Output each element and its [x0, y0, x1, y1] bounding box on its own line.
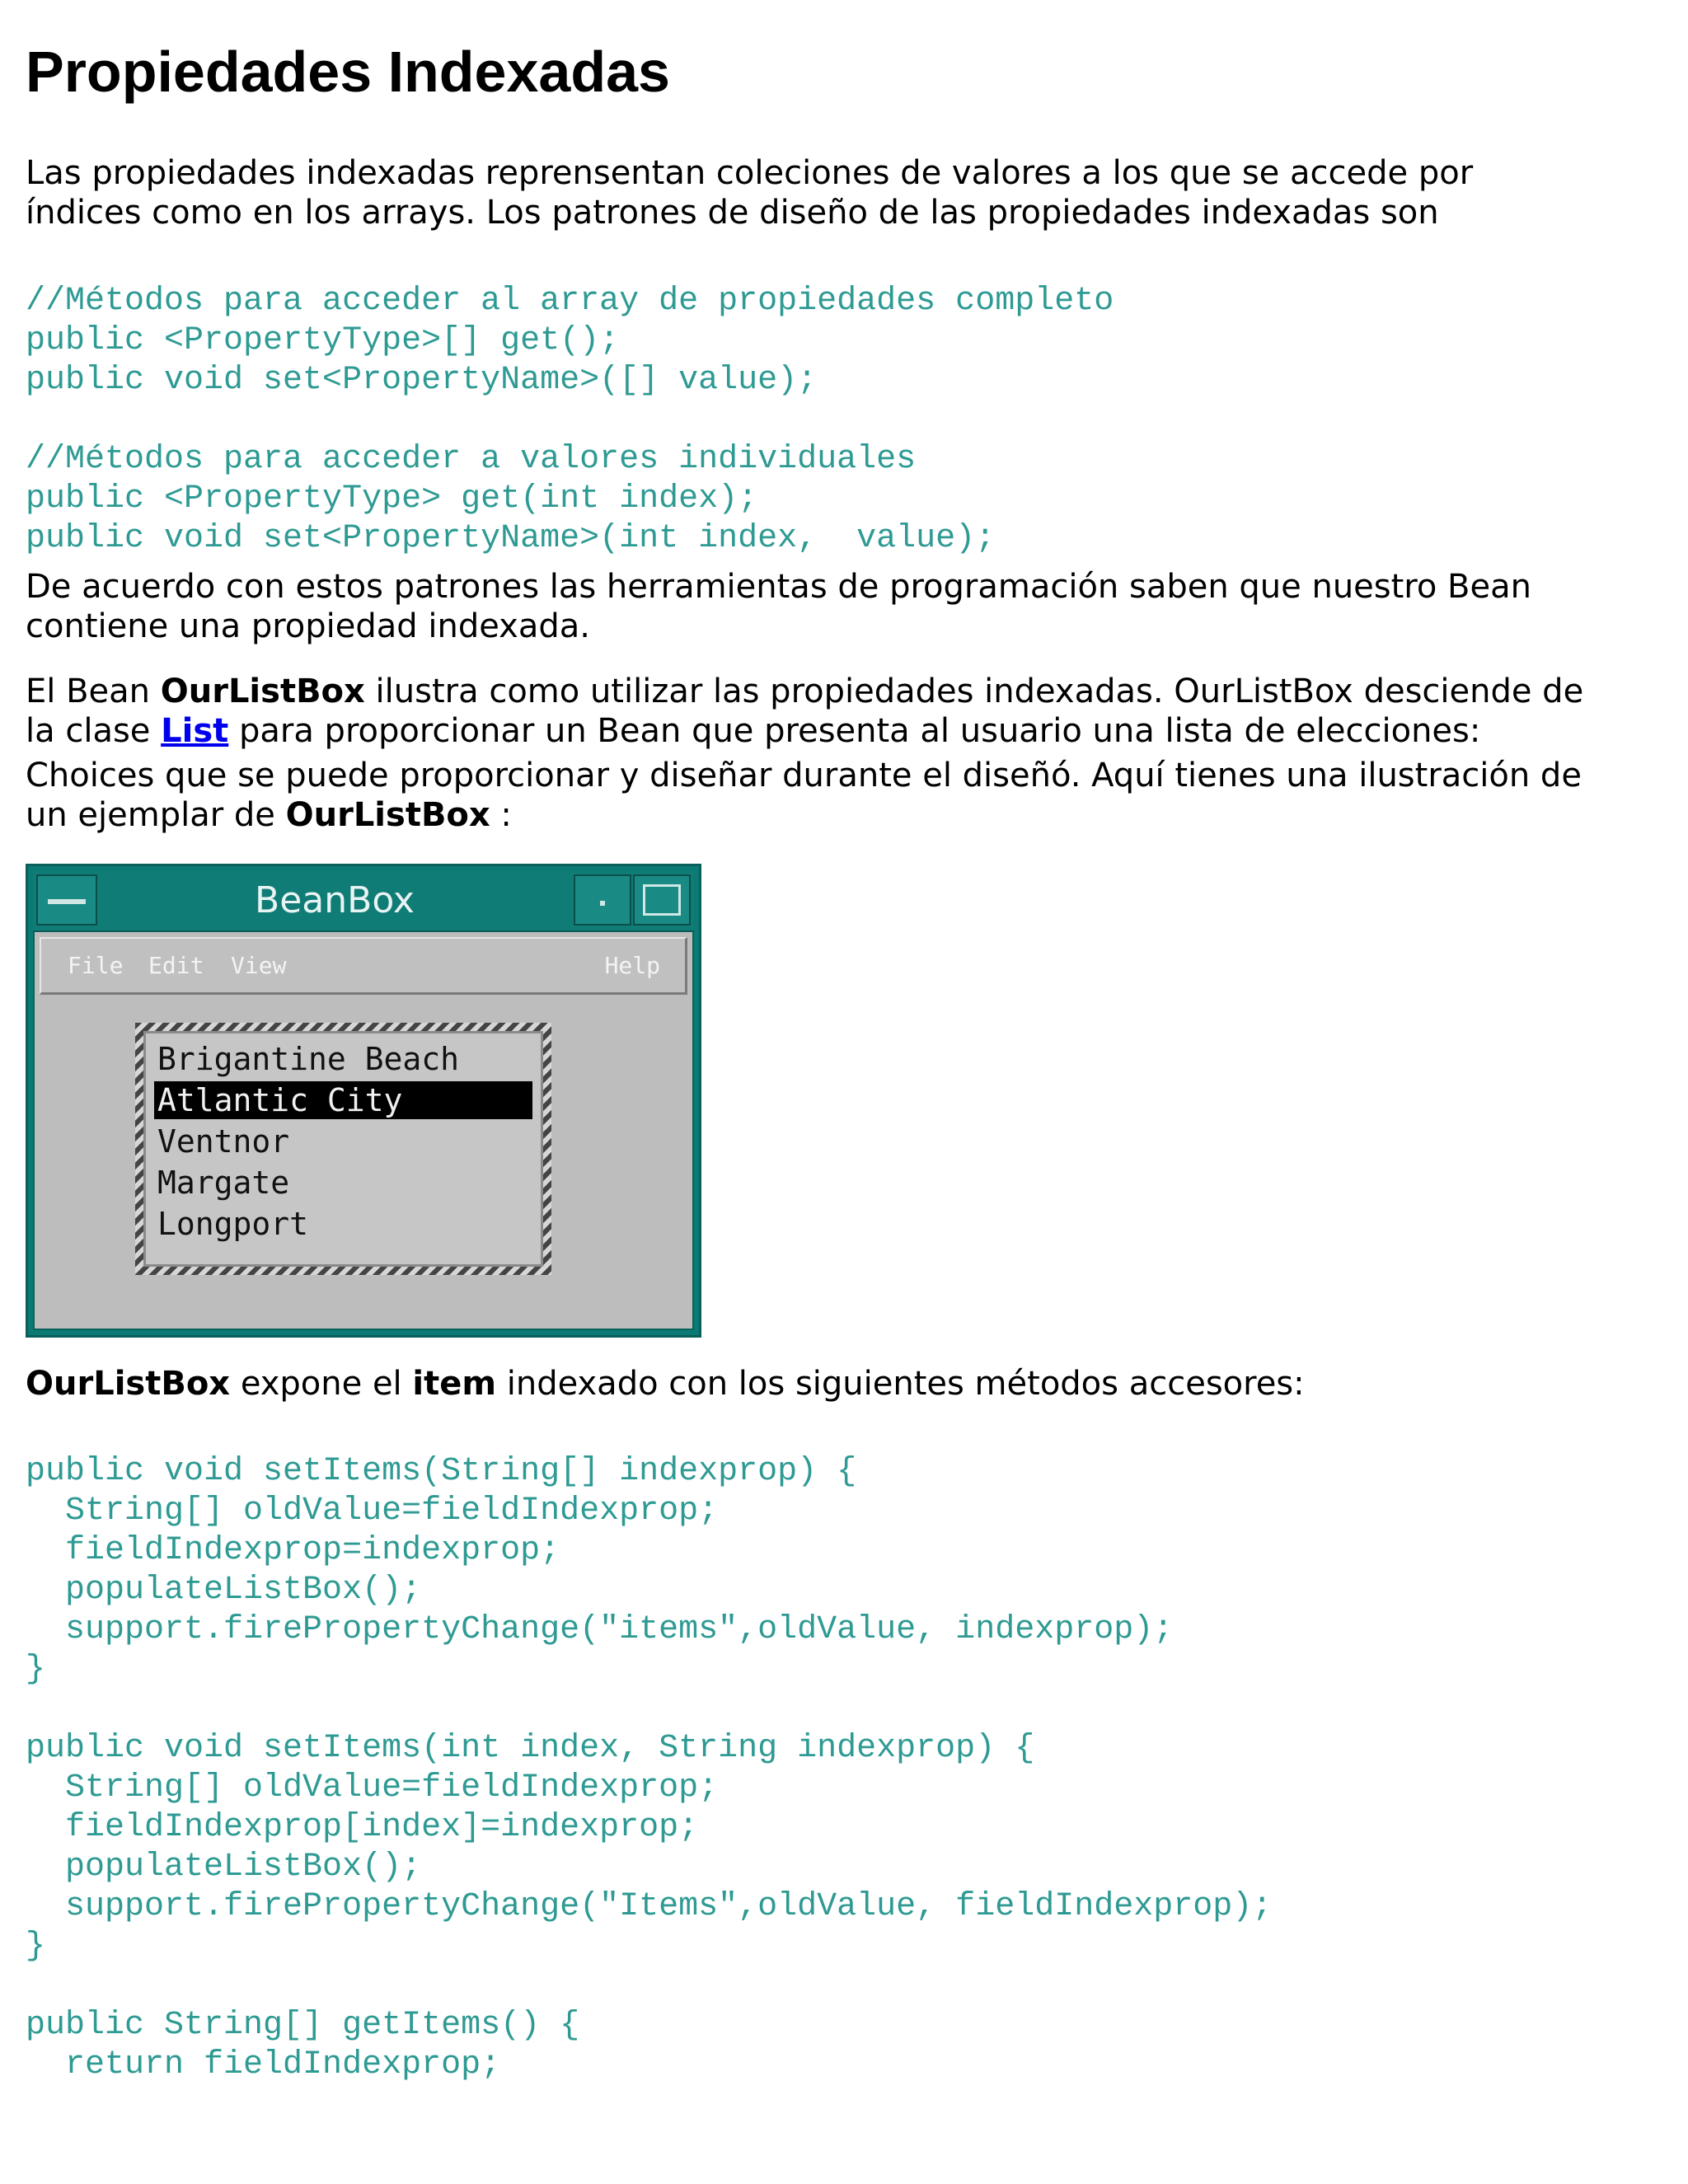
code-line: populateListBox(); — [26, 1849, 422, 1886]
para3-line-3: Choices que se puede proporcionar y diseñar durante el diseñó. Aquí tienes una ilustración de — [26, 757, 1582, 794]
code-line: fieldIndexprop[index]=indexprop; — [26, 1809, 699, 1846]
code-line: public void set<PropertyName>(int index, value); — [26, 520, 996, 557]
beanbox-title: BeanBox — [255, 879, 415, 921]
beanbox-titlebar — [33, 871, 694, 932]
code-line: public <PropertyType> get(int index); — [26, 480, 758, 518]
bold-item: item — [412, 1365, 497, 1403]
code-line: //Métodos para acceder a valores individuales — [26, 441, 917, 478]
bold-ourlistbox: OurListBox — [285, 796, 490, 834]
code-line: return fieldIndexprop; — [26, 2046, 501, 2083]
list-item: Longport — [157, 1206, 309, 1242]
code-line: String[] oldValue=fieldIndexprop; — [26, 1493, 719, 1530]
code-line: public void setItems(String[] indexprop) { — [26, 1453, 857, 1490]
list-item: Margate — [157, 1165, 290, 1201]
code-line: populateListBox(); — [26, 1572, 422, 1609]
code-line: public String[] getItems() { — [26, 2007, 580, 2044]
code-line: } — [26, 1928, 46, 1965]
code-line: //Métodos para acceder al array de propiedades completo — [26, 283, 1114, 320]
menu-file: File — [68, 952, 124, 979]
code-line: } — [26, 1651, 46, 1688]
intro-line-1: Las propiedades indexadas reprensentan coleciones de valores a los que se accede por — [26, 154, 1474, 192]
code-line: public void set<PropertyName>([] value); — [26, 362, 818, 399]
bold-ourlistbox: OurListBox — [160, 673, 365, 710]
code-line: public void setItems(int index, String indexprop) { — [26, 1730, 1035, 1767]
listbox-inner — [143, 1031, 543, 1267]
intro-line-2: índices como en los arrays. Los patrones de diseño de las propiedades indexadas son — [26, 194, 1439, 232]
code-line: fieldIndexprop=indexprop; — [26, 1532, 560, 1569]
code-line: String[] oldValue=fieldIndexprop; — [26, 1769, 719, 1807]
menu-edit: Edit — [148, 952, 204, 979]
beanbox-menubar — [40, 937, 687, 995]
minimize-icon — [574, 874, 631, 926]
code-line: public <PropertyType>[] get(); — [26, 322, 620, 359]
para4: OurListBox expone el item indexado con los siguientes métodos accesores: — [26, 1365, 1305, 1403]
para3-line-2: la clase List para proporcionar un Bean que presenta al usuario una lista de elecciones: — [26, 712, 1481, 750]
page-title: Propiedades Indexadas — [26, 40, 670, 104]
list-item: Brigantine Beach — [157, 1041, 460, 1077]
list-link[interactable]: List — [161, 712, 229, 750]
list-item-selected: Atlantic City — [154, 1081, 532, 1119]
para3-line-4: un ejemplar de OurListBox : — [26, 796, 512, 834]
menu-help: Help — [604, 952, 660, 979]
window-menu-icon — [36, 874, 97, 926]
code-block-accessors — [26, 1452, 1272, 2085]
code-block-patterns — [26, 282, 1114, 559]
list-item: Ventnor — [157, 1123, 290, 1160]
menu-view: View — [231, 952, 287, 979]
para2-line-2: contiene una propiedad indexada. — [26, 607, 590, 645]
code-line: support.firePropertyChange("items",oldValue, indexprop); — [26, 1611, 1174, 1648]
beanbox-window-image — [26, 864, 701, 1338]
code-line: support.firePropertyChange("Items",oldValue, fieldIndexprop); — [26, 1888, 1273, 1925]
para3-line-1: El Bean OurListBox ilustra como utilizar las propiedades indexadas. OurListBox desciende de — [26, 673, 1584, 710]
ourlistbox-listbox — [135, 1023, 551, 1275]
para2-line-1: De acuerdo con estos patrones las herramientas de programación saben que nuestro Bean — [26, 568, 1531, 606]
maximize-icon — [633, 874, 691, 926]
